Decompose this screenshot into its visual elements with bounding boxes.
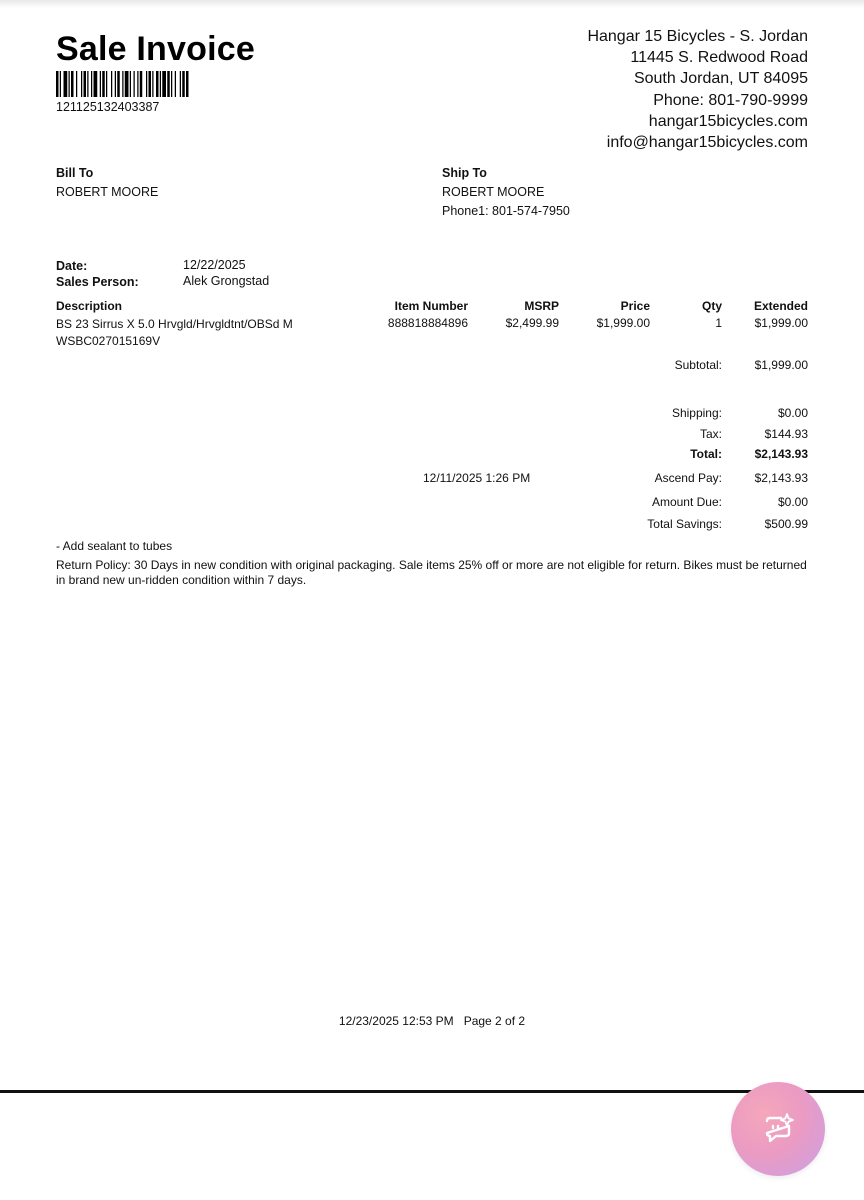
bill-to-label: Bill To <box>56 166 94 180</box>
item-qty: 1 <box>715 316 722 330</box>
page-divider <box>0 1090 864 1093</box>
item-price: $1,999.00 <box>596 316 650 330</box>
ship-to-phone: Phone1: 801-574-7950 <box>442 204 570 218</box>
barcode-bar <box>94 71 98 97</box>
barcode-bar <box>56 71 59 97</box>
amount-due-value: $0.00 <box>777 495 808 509</box>
barcode-bar <box>69 71 70 97</box>
barcode-bar <box>64 71 68 97</box>
barcode-bar <box>117 71 120 97</box>
barcode-bar <box>137 71 138 97</box>
return-policy: Return Policy: 30 Days in new condition with original packaging. Sale items 25% off or more are not eligible for return. Bikes must be returned in brand new un-ridden condition within 7 days. <box>56 557 807 587</box>
store-email: info@hangar15bicycles.com <box>606 134 808 152</box>
ship-to-name: ROBERT MOORE <box>442 185 545 199</box>
store-city: South Jordan, UT 84095 <box>633 70 808 88</box>
col-header-qty: Qty <box>701 299 722 313</box>
total-value: $2,143.93 <box>754 447 808 461</box>
barcode-bar <box>182 71 185 97</box>
page-number: Page 2 of 2 <box>463 1014 526 1028</box>
ship-to <box>442 164 570 221</box>
barcode-bar <box>134 71 135 97</box>
payment-label: Ascend Pay: <box>654 471 722 485</box>
barcode-bar <box>130 71 131 97</box>
invoice-title: Sale Invoice <box>56 30 255 68</box>
barcode-bar <box>60 71 61 97</box>
subtotal-label: Subtotal: <box>674 358 722 372</box>
barcode-bar <box>111 71 112 97</box>
item-extended: $1,999.00 <box>754 316 808 330</box>
shipping-value: $0.00 <box>777 406 808 420</box>
tax-label: Tax: <box>699 427 722 441</box>
barcode-bar <box>140 71 143 97</box>
store-address <box>587 26 808 153</box>
barcode-bar <box>180 71 181 97</box>
barcode-bar <box>125 71 129 97</box>
store-phone: Phone: 801-790-9999 <box>653 91 808 109</box>
barcode-bar <box>167 71 170 97</box>
barcode-bar <box>84 71 87 97</box>
page-footer <box>0 1014 864 1028</box>
col-header-extended: Extended <box>753 299 808 313</box>
total-label: Total: <box>690 447 722 461</box>
store-street: 11445 S. Redwood Road <box>630 49 808 67</box>
barcode-bar <box>76 71 77 97</box>
item-msrp: $2,499.99 <box>505 316 559 330</box>
ship-to-label: Ship To <box>442 166 487 180</box>
store-name: Hangar 15 Bicycles - S. Jordan <box>587 28 808 45</box>
barcode-bar <box>91 71 92 97</box>
barcode-bar <box>146 71 147 97</box>
item-serial: WSBC027015169V <box>56 334 161 348</box>
note-line: - Add sealant to tubes <box>56 539 173 553</box>
line-item-description <box>56 316 293 350</box>
barcode-bar <box>186 71 189 97</box>
barcode-bar <box>106 71 107 97</box>
barcode-number: 121125132403387 <box>56 100 160 114</box>
barcode-bar <box>149 71 152 97</box>
barcode-bar <box>162 71 166 97</box>
bill-to <box>56 164 158 202</box>
chat-assistant-button[interactable] <box>731 1082 825 1176</box>
barcode-bar <box>102 71 105 97</box>
tax-value: $144.93 <box>764 427 808 441</box>
barcode-bar <box>156 71 159 97</box>
barcode <box>56 71 246 97</box>
store-website: hangar15bicycles.com <box>648 112 808 130</box>
sales-person-value: Alek Grongstad <box>183 274 270 288</box>
item-number: 888818884896 <box>387 316 468 330</box>
amount-due-label: Amount Due: <box>651 495 722 509</box>
col-header-item-number: Item Number <box>394 299 468 313</box>
payment-datetime: 12/11/2025 1:26 PM <box>423 471 531 485</box>
date-value: 12/22/2025 <box>183 258 246 272</box>
barcode-bar <box>160 71 161 97</box>
barcode-bar <box>152 71 153 97</box>
barcode-bar <box>87 71 88 97</box>
barcode-bar <box>175 71 176 97</box>
date-label: Date: <box>56 259 88 273</box>
sales-person-label: Sales Person: <box>56 275 139 289</box>
barcode-bar <box>71 71 74 97</box>
subtotal-value: $1,999.00 <box>754 358 808 372</box>
shipping-label: Shipping: <box>671 406 722 420</box>
barcode-bar <box>81 71 82 97</box>
payment-value: $2,143.93 <box>754 471 808 485</box>
col-header-msrp: MSRP <box>524 299 559 313</box>
barcode-bar <box>122 71 123 97</box>
print-datetime: 12/23/2025 12:53 PM <box>338 1014 454 1028</box>
barcode-bar <box>115 71 116 97</box>
total-savings-value: $500.99 <box>764 517 808 531</box>
barcode-bar <box>100 71 101 97</box>
invoice-notes <box>56 539 808 592</box>
col-header-price: Price <box>620 299 650 313</box>
item-description: BS 23 Sirrus X 5.0 Hrvgld/Hrvgldtnt/OBSd M <box>56 317 293 331</box>
bill-to-name: ROBERT MOORE <box>56 185 159 199</box>
col-header-description: Description <box>56 299 123 313</box>
chat-sparkle-icon <box>760 1111 796 1147</box>
barcode-bar <box>171 71 172 97</box>
total-savings-label: Total Savings: <box>647 517 722 531</box>
